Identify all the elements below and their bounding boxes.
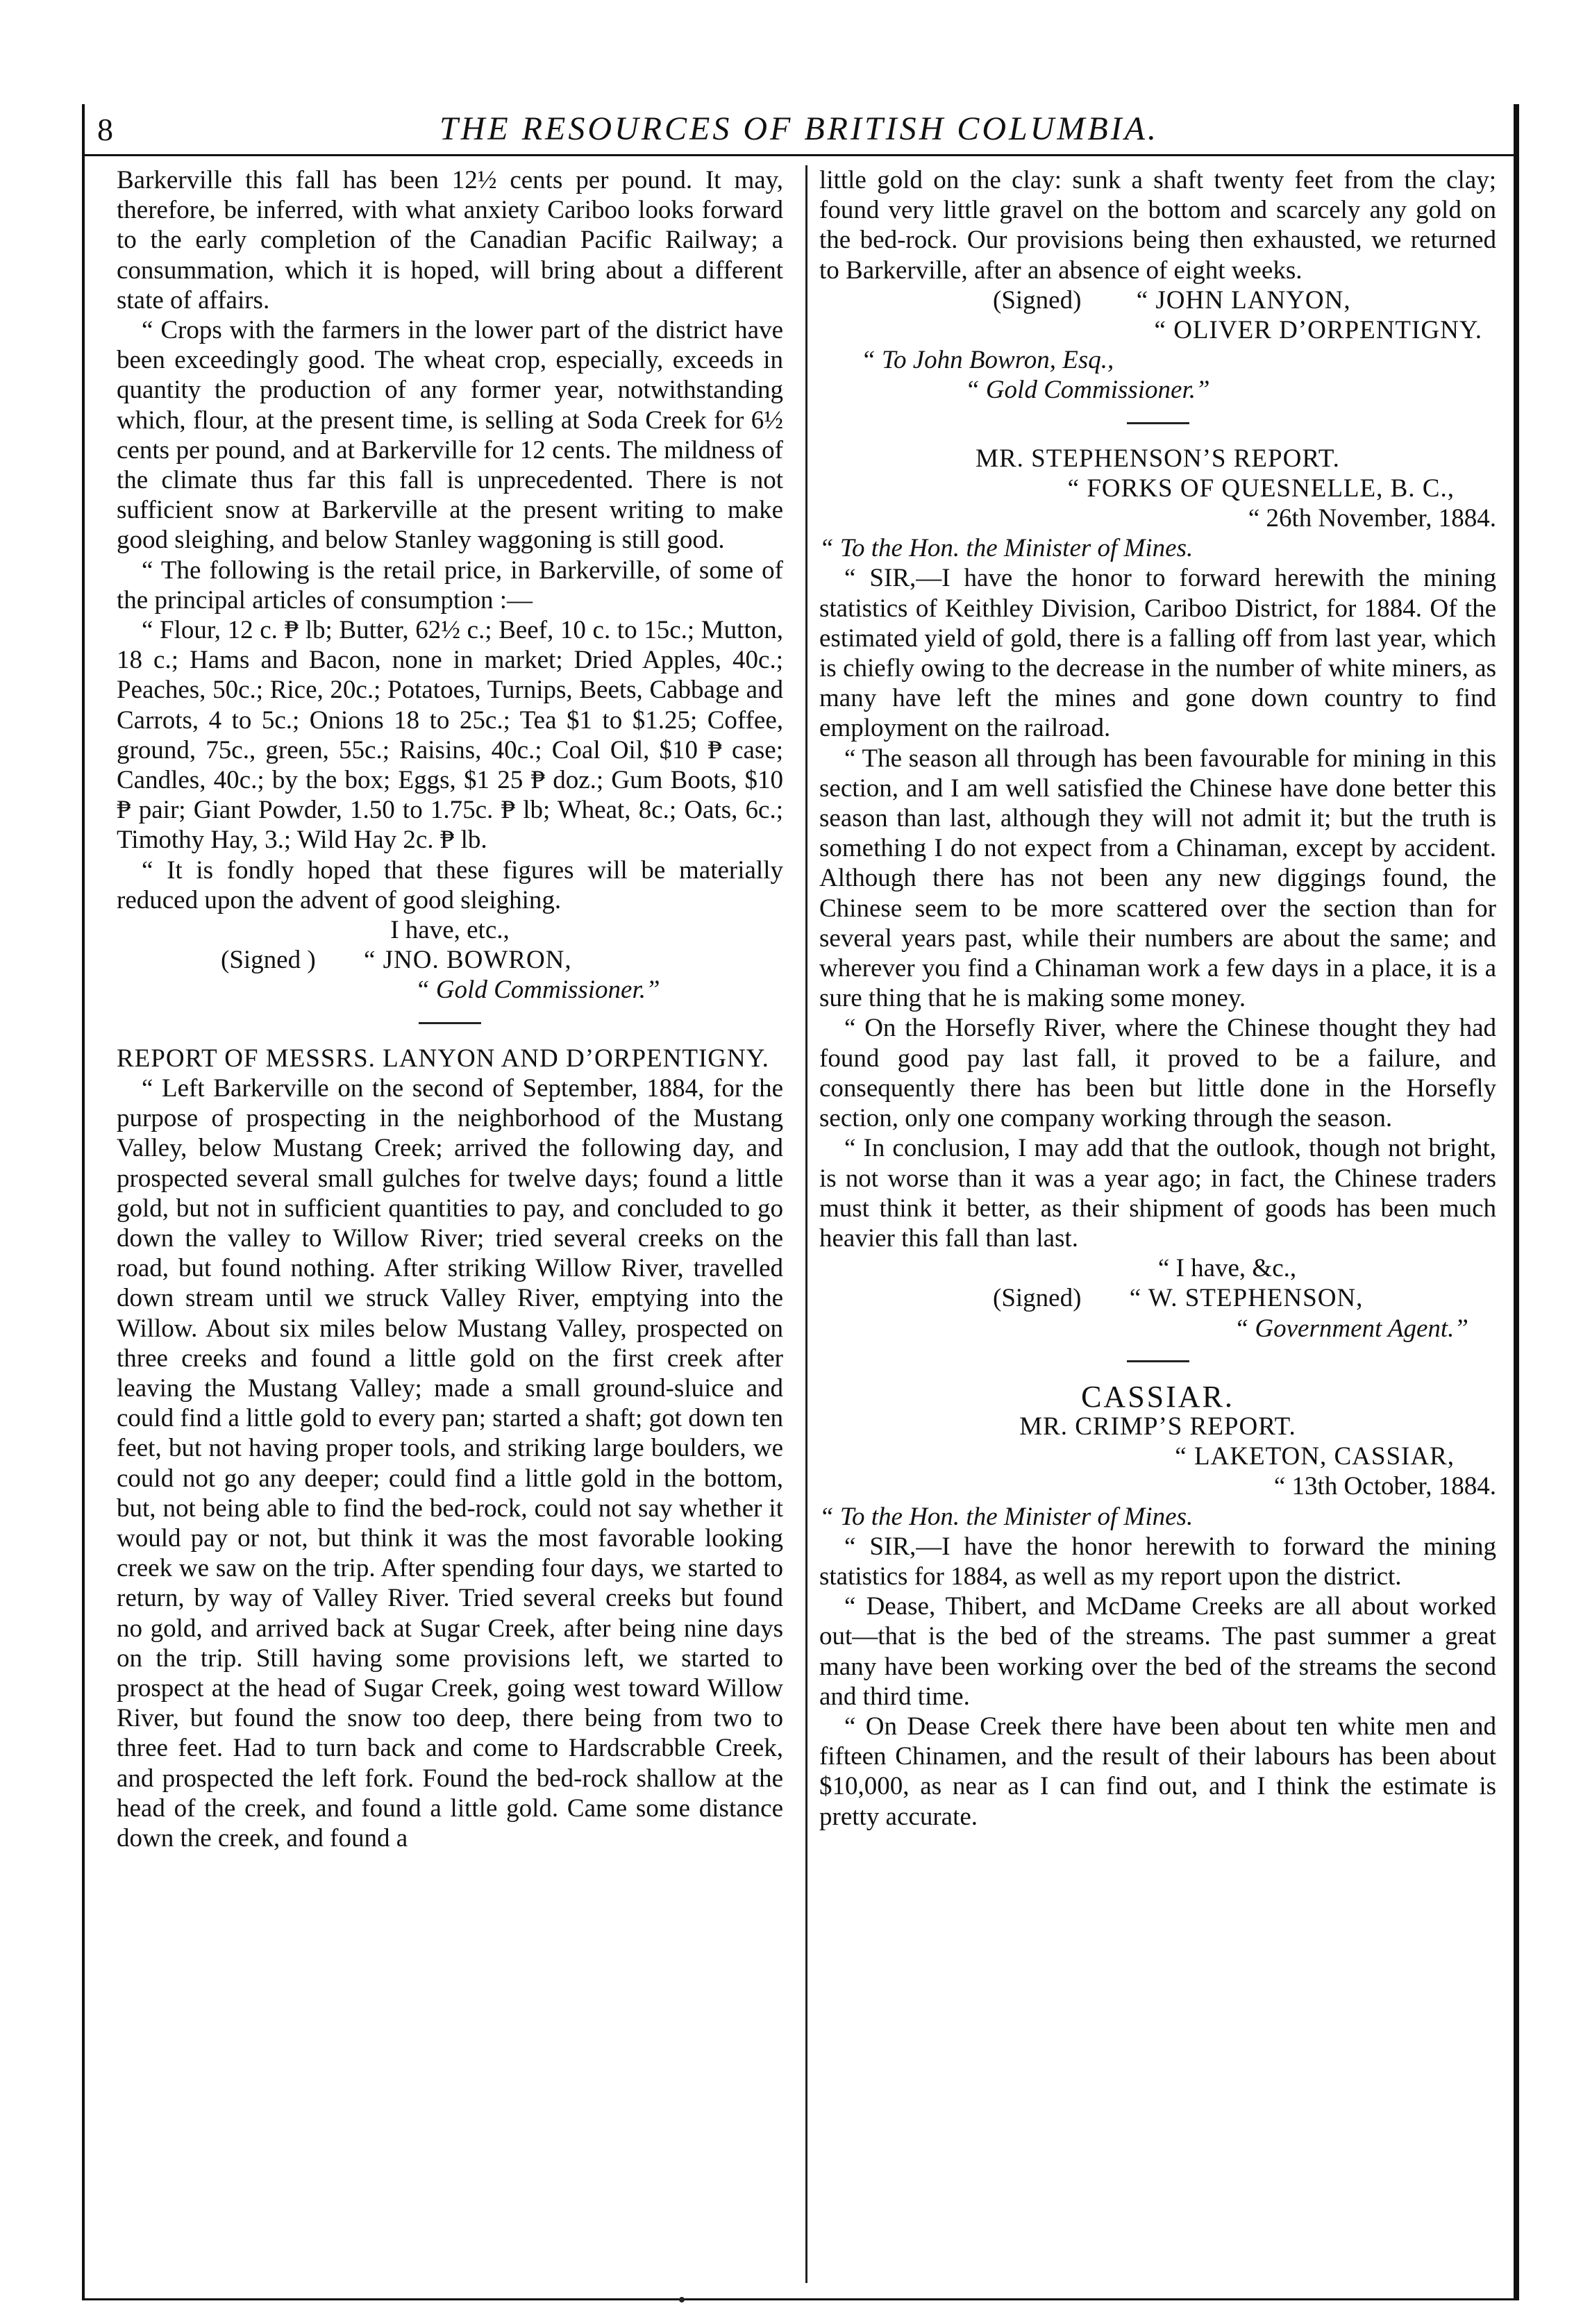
signatory-name: “ W. STEPHENSON,	[1129, 1284, 1364, 1313]
report-place: “ FORKS OF QUESNELLE, B. C.,	[1067, 474, 1455, 503]
signature-line	[819, 285, 1496, 315]
signed-label: (Signed)	[993, 285, 1082, 315]
report-date: “ 13th October, 1884.	[1273, 1472, 1496, 1501]
signature-closing: I have, etc.,	[390, 916, 510, 945]
paragraph: “ On the Horsefly River, where the Chinese thought they had found good pay last fall, it proved to be a failure, and consequently there has been but little done in the Horsefly section, only one company working through the season.	[819, 1014, 1496, 1133]
section-rule	[1127, 1360, 1189, 1362]
paragraph: little gold on the clay: sunk a shaft twenty feet from the clay; found very little gravel on the bottom and scarcely any gold on the bed-rock. Our provisions being then exhausted, we returned to Barkerville, after an absence of eight weeks.	[819, 166, 1496, 285]
signature-closing: “ I have, &c.,	[1157, 1254, 1297, 1283]
page-number: 8	[97, 112, 113, 147]
signatory-name: “ OLIVER D’ORPENTIGNY.	[1154, 316, 1482, 345]
signatory-name: “ JOHN LANYON,	[1136, 285, 1351, 315]
paragraph: “ On Dease Creek there have been about ten white men and fifteen Chinamen, and the result of their labours has been about $10,000, as near as I can find out, and I think the estimate is pretty accurate.	[819, 1712, 1496, 1831]
paragraph: “ Left Barkerville on the second of September, 1884, for the purpose of prospecting in the neighborhood of the Mustang Valley, below Mustang Creek; arrived the following day, and prospected several small gulches for twelve days; found a little gold, but not in sufficient quantities to pay, and concluded to go down the valley to Willow River; tried several creeks on the road, but found nothing. After striking Willow River, travelled down stream until we struck Valley River, emptying into the Willow. About six miles below Mustang Valley, prospected on three creeks and found a little gold on the first creek after leaving the Mustang Valley; made a small ground-sluice and could find a little gold to every pan; started a shaft; got down ten feet, but not having proper tools, and striking large boulders, we could not go any deeper; could find a little gold in the bottom, but, not being able to find the bed-rock, could not say whether it would pay or not, but think it was the most favorable looking creek we saw on the trip. After spending four days, we started to return, by way of Valley River. Tried several creeks but found no gold, and arrived back at Sugar Creek, after being nine days on the trip. Still having some provisions left, we started to prospect at the head of Sugar Creek, going west toward Willow River, but found the snow too deep, there being from two to three feet. Had to turn back and come to Hardscrabble Creek, and prospected the left fork. Found the bed-rock shallow at the head of the creek, and found a little gold. Came some distance down the creek, and found a	[117, 1073, 783, 1853]
left-column	[117, 165, 783, 1853]
section-rule	[419, 1022, 481, 1024]
column-divider	[805, 165, 807, 2283]
addressee-title: “ Gold Commissioner.”	[965, 376, 1210, 405]
paragraph: Barkerville this fall has been 12½ cents per pound. It may, therefore, be inferred, with what anxiety Cariboo looks forward to the early completion of the Canadian Pacific Railway; a consummation, which it is hoped, will bring about a different state of affairs.	[117, 166, 783, 315]
paragraph: “ SIR,—I have the honor to forward herewith the mining statistics of Keithley Division, Cariboo District, for 1884. Of the estimated yield of gold, there is a falling off from last year, which is chiefly owing to the decrease in the number of white miners, as many have left the mines and gone down country to find employment on the railroad.	[819, 564, 1496, 743]
paragraph: “ It is fondly hoped that these figures will be materially reduced upon the advent of good sleighing.	[117, 855, 783, 914]
running-title: THE RESOURCES OF BRITISH COLUMBIA.	[439, 110, 1159, 147]
addressee: “ To John Bowron, Esq.,	[861, 346, 1114, 375]
signature-line	[117, 945, 783, 975]
right-column	[819, 165, 1496, 1832]
report-date: “ 26th November, 1884.	[1248, 504, 1496, 533]
paragraph: “ The season all through has been favourable for mining in this section, and I am well satisfied the Chinese have done better this season than last, although they will not admit it; but the truth is something I do not expect from a Chinaman, except by accident. Although there has not been any new diggings found, the Chinese seem to be more scattered over the section than for several years past, while their numbers are about the same; and wherever you find a Chinaman work a few days in a place, it is a sure thing that he is making some money.	[819, 744, 1496, 1013]
paragraph: “ Crops with the farmers in the lower part of the district have been exceedingly good. The wheat crop, especially, exceeds in quantity the production of any former year, notwithstanding which, flour, at the present time, is selling at Soda Creek for 6½ cents per pound, and at Barkerville for 12 cents. The mildness of the climate thus far this fall is unprecedented. There is not sufficient snow at Barkerville at the present writing to make good sleighing, and below Stanley waggoning is still good.	[117, 316, 783, 555]
report-title: REPORT OF MESSRS. LANYON AND D’ORPENTIGNY.	[117, 1044, 769, 1073]
report-title: MR. STEPHENSON’S REPORT.	[976, 444, 1340, 473]
page-mark	[679, 2297, 685, 2302]
section-rule	[1127, 422, 1189, 424]
paragraph: “ In conclusion, I may add that the outlook, though not bright, is not worse than it was a year ago; in fact, the Chinese traders must think it better, as their shipment of goods has been much heavier this fall than last.	[819, 1134, 1496, 1253]
price-list: “ Flour, 12 c. ₱ lb; Butter, 62½ c.; Beef, 10 c. to 15c.; Mutton, 18 c.; Hams and Bacon, none in market; Dried Apples, 40c.; Peaches, 50c.; Rice, 20c.; Potatoes, Turnips, Beets, Cabbage and Carrots, 4 to 5c.; Onions 18 to 25c.; Tea $1 to $1.25; Coffee, ground, 75c., green, 55c.; Raisins, 40c.; Coal Oil, $10 ₱ case; Candles, 40c.; by the box; Eggs, $1 25 ₱ doz.; Gum Boots, $10 ₱ pair; Giant Powder, 1.50 to 1.75c. ₱ lb; Wheat, 8c.; Oats, 6c.; Timothy Hay, 3.; Wild Hay 2c. ₱ lb.	[117, 616, 783, 855]
report-place: “ LAKETON, CASSIAR,	[1175, 1442, 1455, 1471]
report-title: MR. CRIMP’S REPORT.	[1019, 1412, 1296, 1441]
report-addressee: “ To the Hon. the Minister of Mines.	[819, 1502, 1194, 1531]
signatory-name: “ JNO. BOWRON,	[363, 946, 572, 975]
paragraph: “ The following is the retail price, in Barkerville, of some of the principal articles of consumption :—	[117, 555, 783, 615]
signatory-title: “ Government Agent.”	[1234, 1314, 1468, 1343]
section-heading: CASSIAR.	[1081, 1379, 1234, 1414]
signature-line	[819, 1283, 1496, 1313]
paragraph: “ SIR,—I have the honor herewith to forward the mining statistics for 1884, as well as my report upon the district.	[819, 1532, 1496, 1591]
signed-label: (Signed)	[993, 1284, 1082, 1313]
paragraph: “ Dease, Thibert, and McDame Creeks are all about worked out—that is the bed of the streams. The past summer a great many have been working over the bed of the streams the second and third time.	[819, 1592, 1496, 1711]
report-addressee: “ To the Hon. the Minister of Mines.	[819, 534, 1194, 563]
signed-label: (Signed )	[221, 946, 316, 975]
signatory-title: “ Gold Commissioner.”	[415, 976, 660, 1005]
